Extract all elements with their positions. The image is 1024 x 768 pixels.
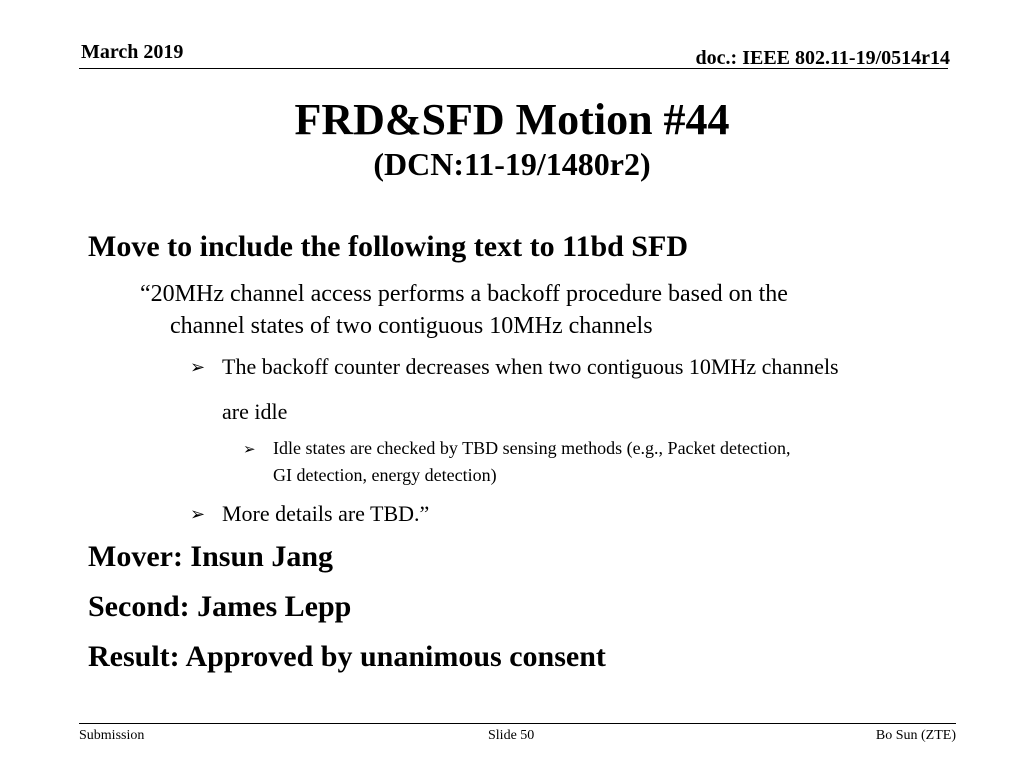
sub-bullet-line-2: GI detection, energy detection) [273, 465, 497, 485]
sub-bullet-line-1: Idle states are checked by TBD sensing methods (e.g., Packet detection, [273, 438, 791, 458]
mover-line: Mover: Insun Jang [88, 540, 334, 573]
quote-line-2: channel states of two contiguous 10MHz channels [170, 313, 653, 339]
bullet-2: More details are TBD.” [222, 501, 430, 526]
footer-submission: Submission [79, 728, 145, 743]
bullet-1-line-1: The backoff counter decreases when two contiguous 10MHz channels [222, 354, 839, 379]
bullet-arrow-icon: ➢ [190, 504, 206, 524]
move-statement: Move to include the following text to 11bd SFD [88, 230, 688, 263]
sub-bullet-arrow-icon: ➢ [243, 442, 256, 458]
header-doc-id: doc.: IEEE 802.11-19/0514r14 [695, 47, 950, 69]
header-date: March 2019 [81, 41, 184, 63]
quote-line-1: “20MHz channel access performs a backoff procedure based on the [140, 281, 788, 307]
slide-title: FRD&SFD Motion #44 [294, 95, 730, 144]
footer-author: Bo Sun (ZTE) [875, 728, 956, 743]
second-line: Second: James Lepp [88, 590, 352, 623]
header-divider [79, 68, 948, 69]
footer-slide-number: Slide 50 [488, 728, 535, 743]
footer-divider [79, 723, 956, 724]
slide-subtitle: (DCN:11-19/1480r2) [373, 146, 651, 182]
result-line: Result: Approved by unanimous consent [88, 640, 606, 673]
bullet-1-line-2: are idle [222, 399, 288, 424]
bullet-arrow-icon: ➢ [190, 357, 206, 377]
